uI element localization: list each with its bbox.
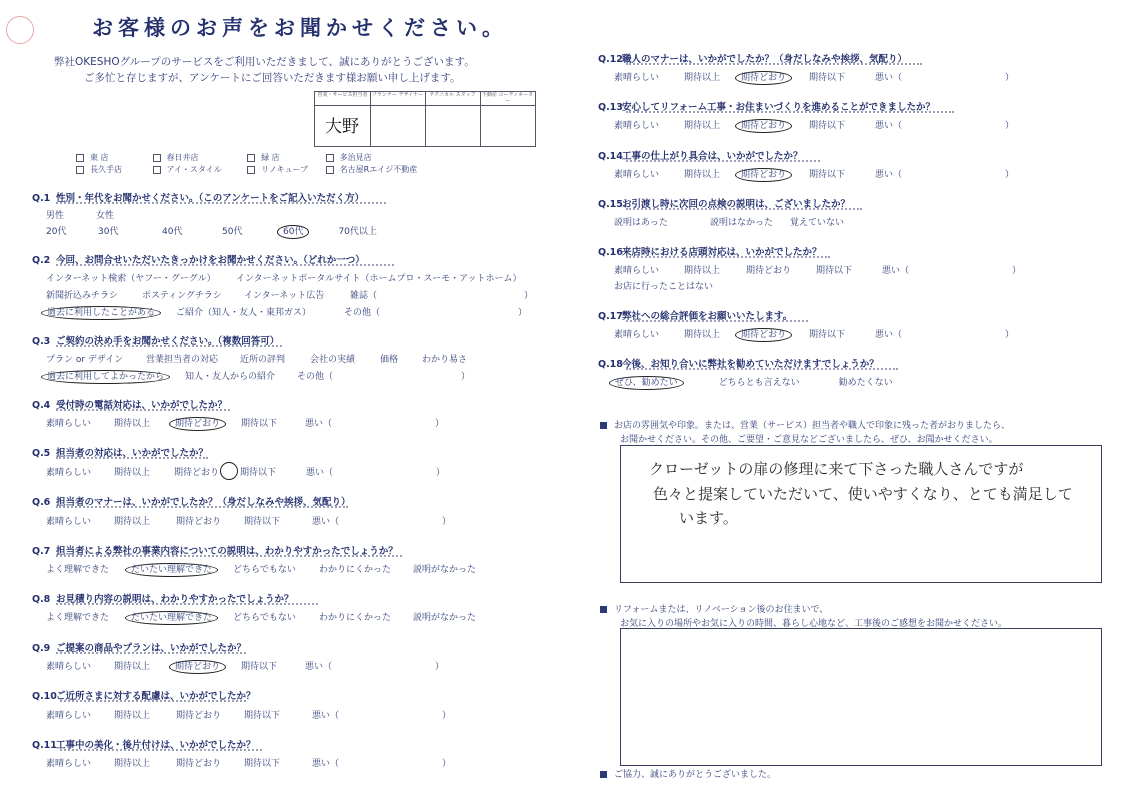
page-title: お客様のお声をお聞かせください。 [92,16,508,40]
q5-blank-circle [220,462,238,480]
q1-gender: 男性 女性 [46,211,115,221]
comment1-line-3: います。 [679,509,738,527]
question-q15: Q.15お引渡し時に次回の点検の説明は、ございましたか？ [598,199,851,210]
q3-selected: 過去に利用してよかったから [41,370,170,384]
store-row-2: 長久手店 アイ・スタイル リノキューブ 名古屋Rエイジ不動産 [76,164,417,175]
question-q14: Q.14工事の仕上がり具合は、いかがでしたか？ [598,151,803,162]
q7-understand: よく理解できた だいたい理解できた どちらでもない わかりにくかった 説明がなかった [46,565,477,575]
question-q9: Q.9 ご提案の商品やプランは、いかがでしたか？ [32,643,247,654]
staff-header-planner: プランナー デザイナー [371,92,424,98]
q12-selected: 期待どおり [735,71,792,85]
comment2-label-2: お気に入りの場所やお気に入りの時間、暮らし心地など、工事後のご感想をお聞かせください。 [620,619,1008,629]
q17-rating: 素晴らしい 期待以上 期待どおり 期待以下 悪い（ ） [614,330,1015,340]
staff-table [314,91,536,147]
q8-understand: よく理解できた だいたい理解できた どちらでもない わかりにくかった 説明がなかった [46,613,477,623]
question-q12: Q.12職人のマナーは、いかがでしたか？（身だしなみや挨拶、気配り） [598,54,908,65]
q1-age: 20代 30代 40代 50代 60代 70代以上 [46,227,377,237]
q10-rating: 素晴らしい 期待以上 期待どおり 期待以下 悪い（ ） [46,711,452,721]
q3-row-2: 過去に利用してよかったから 知人・友人からの紹介 その他（ ） [46,369,470,382]
q15-options: 説明はあった 説明はなかった 覚えていない [614,218,845,228]
question-q10: Q.10ご近所さまに対する配慮は、いかがでしたか？ [32,691,256,702]
question-q2: Q.2 今回、お問合せいただいたきっかけをお聞かせください。（どれか一つ） [32,255,365,266]
q9-rating: 素晴らしい 期待以上 期待どおり 期待以下 悪い（ ） [46,662,445,672]
q14-rating: 素晴らしい 期待以上 期待どおり 期待以下 悪い（ ） [614,170,1015,180]
question-q8: Q.8 お見積り内容の説明は、わかりやすかったでしょうか？ [32,594,294,605]
comment1-label-2: お聞かせください。その他、ご要望・ご意見などございましたら、ぜひ、お聞かせください。 [620,435,998,445]
question-q3: Q.3 ご契約の決め手をお聞かせください。（複数回答可） [32,336,280,347]
question-q7: Q.7 担当者による弊社の事業内容についての説明は、わかりやすかったでしょうか？ [32,546,398,557]
q18-options: ぜひ、勧めたい どちらとも言えない 勧めたくない [614,375,893,388]
q11-rating: 素晴らしい 期待以上 期待どおり 期待以下 悪い（ ） [46,759,452,769]
sales-staff-signature: 大野 [325,117,359,137]
q9-selected: 期待どおり [169,660,226,674]
q14-selected: 期待どおり [735,168,792,182]
store-row-1: 東 店 春日井店 緑 店 多治見店 [76,152,372,163]
q4-rating: 素晴らしい 期待以上 期待どおり 期待以下 悪い（ ） [46,419,445,429]
question-q1: Q.1 性別・年代をお聞かせください。（このアンケートをご記入いただく方） [32,193,365,204]
question-q16: Q.16来店時における店頭対応は、いかがでしたか？ [598,247,822,258]
question-q13: Q.13安心してリフォーム工事・お住まいづくりを進めることができましたか？ [598,102,936,113]
comment2-box[interactable] [620,628,1102,766]
comment1-line-2: 色々と提案していただいて、使いやすくなり、とても満足して [653,485,1073,503]
question-q4: Q.4 受付時の電話対応は、いかがでしたか？ [32,400,228,411]
comment2-label-1: リフォームまたは、リノベーション後のお住まいで、 [600,602,828,615]
intro-line-1: 弊社OKESHOグループのサービスをご利用いただきまして、誠にありがとうございます。 [54,56,475,68]
q16-not-visited: お店に行ったことはない [614,282,714,292]
comment1-box[interactable] [620,445,1102,583]
question-q11: Q.11工事中の美化・後片付けは、いかがでしたか？ [32,740,256,751]
footer-thanks: ご協力、誠にありがとうございました。 [600,767,776,780]
q8-selected: だいたい理解できた [125,611,218,625]
comment1-line-1: クローゼットの扉の修理に来て下さった職人さんですが [649,460,1024,478]
q5-rating: 素晴らしい 期待以上 期待どおり 期待以下 悪い（ ） [46,465,445,480]
intro-line-2: ご多忙と存じますが、アンケートにご回答いただきます様お願い申し上げます。 [84,72,461,84]
staff-header-sales: 営業・サービス担当者 [317,92,368,98]
q7-selected: だいたい理解できた [125,563,218,577]
q12-rating: 素晴らしい 期待以上 期待どおり 期待以下 悪い（ ） [614,73,1015,83]
q4-selected: 期待どおり [169,417,226,431]
q18-selected: ぜひ、勧めたい [609,376,684,390]
q2-row-1: インターネット検索（ヤフー・グーグル） インターネットポータルサイト（ホームプロ・スーモ・アットホーム） [46,274,522,284]
q16-rating: 素晴らしい 期待以上 期待どおり 期待以下 悪い（ ） [614,266,1022,276]
q13-selected: 期待どおり [735,119,792,133]
q2-row-3: 過去に利用したことがある ご紹介（知人・友人・東邦ガス） その他（ ） [46,305,527,318]
staff-header-technical: テクニカル スタッフ [429,92,476,98]
q13-rating: 素晴らしい 期待以上 期待どおり 期待以下 悪い（ ） [614,121,1015,131]
q6-rating: 素晴らしい 期待以上 期待どおり 期待以下 悪い（ ） [46,517,452,527]
question-q5: Q.5 担当者の対応は、いかがでしたか？ [32,448,209,459]
q17-selected: 期待どおり [735,328,792,342]
q2-selected: 過去に利用したことがある [41,306,161,320]
company-seal-icon [6,16,34,44]
question-q6: Q.6 担当者のマナーは、いかがでしたか？（身だしなみや挨拶、気配り） [32,497,351,508]
question-q18: Q.18今後、お知り合いに弊社を勧めていただけますでしょうか？ [598,359,879,370]
question-q17: Q.17弊社への総合評価をお願いいたします。 [598,311,793,322]
comment1-label-1: お店の雰囲気や印象。または、営業（サービス）担当者や職人で印象に残った者がおりましたら、 [600,418,1010,431]
q3-row-1: プラン or デザイン 営業担当者の対応 近所の評判 会社の実績 価格 わかり易さ [46,355,468,365]
q1-selected-age: 60代 [277,225,309,239]
q2-row-2: 新聞折込みチラシ ポスティングチラシ インターネット広告 雑誌（ ） [46,291,534,301]
staff-header-realestate: 不動産 コーディネーター [481,92,534,104]
